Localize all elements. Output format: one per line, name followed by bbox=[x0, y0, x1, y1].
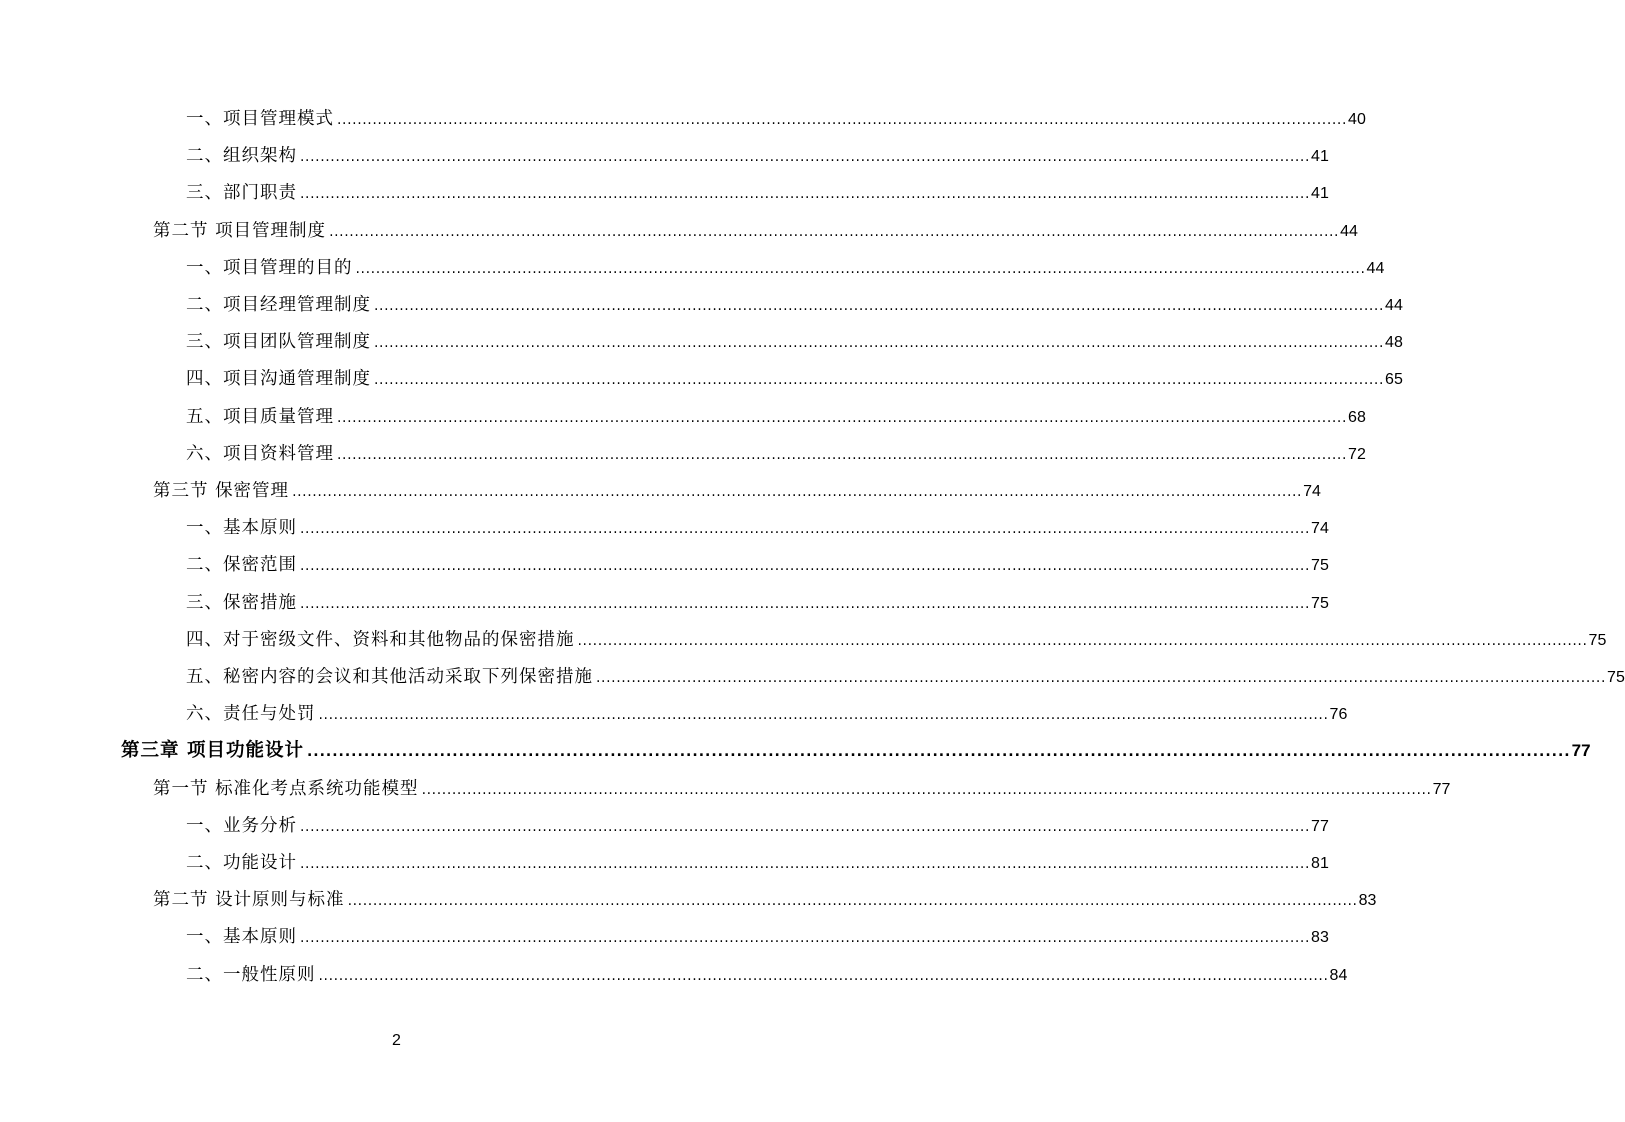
toc-entry-title: 三、部门职责 bbox=[186, 183, 297, 204]
toc-entry-page: 81 bbox=[1311, 855, 1329, 872]
toc-entry-title: 三、项目团队管理制度 bbox=[186, 332, 371, 353]
toc-leader-dots: ........................................................................................................................................................................................................ bbox=[337, 112, 1348, 128]
toc-entry[interactable] bbox=[153, 476, 1321, 506]
toc-entry-page: 74 bbox=[1311, 520, 1329, 538]
toc-leader-dots: ........................................................................................................................................................................................................ bbox=[318, 967, 1329, 984]
toc-entry-title: 一、基本原则 bbox=[186, 518, 297, 539]
toc-leader-dots: ........................................................................................................................................................................................................ bbox=[300, 186, 1311, 203]
toc-entry[interactable] bbox=[186, 290, 1403, 320]
toc-leader-dots: ........................................................................................................................................................................................................ bbox=[374, 372, 1385, 389]
toc-entry-page: 77 bbox=[1571, 741, 1591, 761]
toc-entry-title: 六、责任与处罚 bbox=[186, 704, 316, 725]
toc-leader-dots: ........................................................................................................................................................................................................ bbox=[374, 298, 1385, 314]
toc-entry[interactable] bbox=[186, 550, 1329, 580]
toc-entry-title: 二、保密范围 bbox=[186, 555, 297, 576]
toc-entry-title: 一、业务分析 bbox=[186, 815, 297, 836]
toc-entry-title: 二、一般性原则 bbox=[186, 964, 316, 985]
toc-entry-title: 五、秘密内容的会议和其他活动采取下列保密措施 bbox=[186, 667, 593, 687]
toc-entry-title: 一、项目管理模式 bbox=[186, 109, 334, 129]
toc-entry-title: 二、项目经理管理制度 bbox=[186, 295, 371, 315]
toc-entry[interactable] bbox=[153, 774, 1451, 804]
toc-entry-page: 75 bbox=[1607, 669, 1625, 686]
toc-entry-page: 44 bbox=[1385, 297, 1403, 314]
toc-leader-dots: ........................................................................................................................................................................................................ bbox=[300, 558, 1311, 575]
toc-leader-dots: ........................................................................................................................................................................................................ bbox=[355, 260, 1366, 277]
toc-entry-page: 41 bbox=[1311, 185, 1329, 203]
toc-entry-page: 83 bbox=[1311, 929, 1329, 947]
toc-entry-page: 77 bbox=[1432, 780, 1451, 798]
toc-entry[interactable] bbox=[186, 625, 1607, 655]
toc-entry[interactable] bbox=[186, 848, 1329, 878]
toc-entry-title: 二、组织架构 bbox=[186, 146, 297, 167]
toc-entry-title: 一、基本原则 bbox=[186, 927, 297, 948]
toc-leader-dots: ........................................................................................................................................................................................................ bbox=[596, 670, 1607, 686]
page-number: 2 bbox=[392, 1032, 401, 1049]
toc-entry[interactable] bbox=[186, 327, 1403, 357]
toc-entry-page: 40 bbox=[1348, 111, 1366, 128]
toc-leader-dots: ........................................................................................................................................................................................................ bbox=[300, 595, 1311, 612]
toc-entry-title: 四、项目沟通管理制度 bbox=[186, 369, 371, 390]
toc-leader-dots: ........................................................................................................................................................................................................ bbox=[300, 930, 1311, 947]
toc-entry-page: 76 bbox=[1329, 706, 1348, 724]
toc-entry[interactable] bbox=[186, 178, 1329, 208]
toc-entry-page: 41 bbox=[1311, 148, 1329, 166]
toc-leader-dots: ........................................................................................................................................................................................................ bbox=[329, 223, 1340, 240]
toc-entry-page: 72 bbox=[1348, 445, 1366, 463]
toc-entry[interactable] bbox=[186, 960, 1348, 990]
toc-entry-title: 第一节 标准化考点系统功能模型 bbox=[153, 778, 419, 799]
toc-entry-title: 第三节 保密管理 bbox=[153, 481, 290, 501]
toc-leader-dots: ........................................................................................................................................................................................................ bbox=[337, 409, 1348, 426]
toc-entry-title: 二、功能设计 bbox=[186, 853, 297, 873]
toc-entry[interactable] bbox=[153, 885, 1377, 915]
toc-leader-dots: ........................................................................................................................................................................................................ bbox=[300, 818, 1311, 835]
toc-entry[interactable] bbox=[186, 662, 1625, 692]
toc-leader-dots: ........................................................................................................................................................................................................ bbox=[421, 781, 1432, 798]
toc-entry-title: 第二节 设计原则与标准 bbox=[153, 890, 345, 911]
toc-entry-page: 77 bbox=[1311, 817, 1329, 835]
toc-leader-dots: ........................................................................................................................................................................................................ bbox=[306, 744, 1571, 761]
toc-leader-dots: ........................................................................................................................................................................................................ bbox=[318, 707, 1329, 724]
toc-entry[interactable] bbox=[186, 104, 1366, 134]
toc-entry[interactable] bbox=[186, 253, 1385, 283]
toc-entry-title: 四、对于密级文件、资料和其他物品的保密措施 bbox=[186, 629, 575, 650]
toc-entry[interactable] bbox=[186, 439, 1366, 469]
toc-entry[interactable] bbox=[153, 216, 1358, 246]
toc-entry-page: 65 bbox=[1385, 371, 1403, 389]
toc-entry-page: 75 bbox=[1588, 631, 1607, 649]
toc-entry[interactable] bbox=[186, 402, 1366, 432]
toc-leader-dots: ........................................................................................................................................................................................................ bbox=[374, 335, 1385, 352]
toc-entry-title: 三、保密措施 bbox=[186, 592, 297, 613]
toc-entry-page: 75 bbox=[1311, 594, 1329, 612]
toc-entry[interactable] bbox=[186, 588, 1329, 618]
toc-entry-page: 48 bbox=[1385, 334, 1403, 352]
toc-leader-dots: ........................................................................................................................................................................................................ bbox=[292, 484, 1303, 500]
toc-entry-page: 83 bbox=[1358, 892, 1377, 910]
toc-entry-title: 五、项目质量管理 bbox=[186, 406, 334, 427]
toc-entry[interactable] bbox=[186, 699, 1348, 729]
toc-leader-dots: ........................................................................................................................................................................................................ bbox=[337, 446, 1348, 463]
toc-entry[interactable] bbox=[186, 141, 1329, 171]
toc-entry[interactable] bbox=[186, 811, 1329, 841]
toc-entry-title: 六、项目资料管理 bbox=[186, 443, 334, 464]
toc-entry[interactable] bbox=[186, 513, 1329, 543]
toc-entry-page: 44 bbox=[1340, 222, 1358, 240]
toc-entry[interactable] bbox=[186, 364, 1403, 394]
toc-entry-title: 第二节 项目管理制度 bbox=[153, 220, 327, 241]
toc-entry-page: 75 bbox=[1311, 557, 1329, 575]
toc-leader-dots: ........................................................................................................................................................................................................ bbox=[300, 856, 1311, 872]
toc-entry-page: 68 bbox=[1348, 408, 1366, 426]
toc-leader-dots: ........................................................................................................................................................................................................ bbox=[300, 521, 1311, 538]
toc-entry-page: 84 bbox=[1329, 966, 1348, 984]
toc-entry[interactable] bbox=[121, 736, 1591, 766]
toc-entry-page: 74 bbox=[1303, 483, 1321, 500]
toc-entry-page: 44 bbox=[1366, 259, 1385, 277]
toc-entry[interactable] bbox=[186, 922, 1329, 952]
toc-entry-title: 第三章 项目功能设计 bbox=[121, 740, 304, 762]
toc-leader-dots: ........................................................................................................................................................................................................ bbox=[577, 632, 1588, 649]
toc-entry-title: 一、项目管理的目的 bbox=[186, 257, 353, 278]
toc-leader-dots: ........................................................................................................................................................................................................ bbox=[300, 149, 1311, 166]
toc-leader-dots: ........................................................................................................................................................................................................ bbox=[347, 893, 1358, 910]
